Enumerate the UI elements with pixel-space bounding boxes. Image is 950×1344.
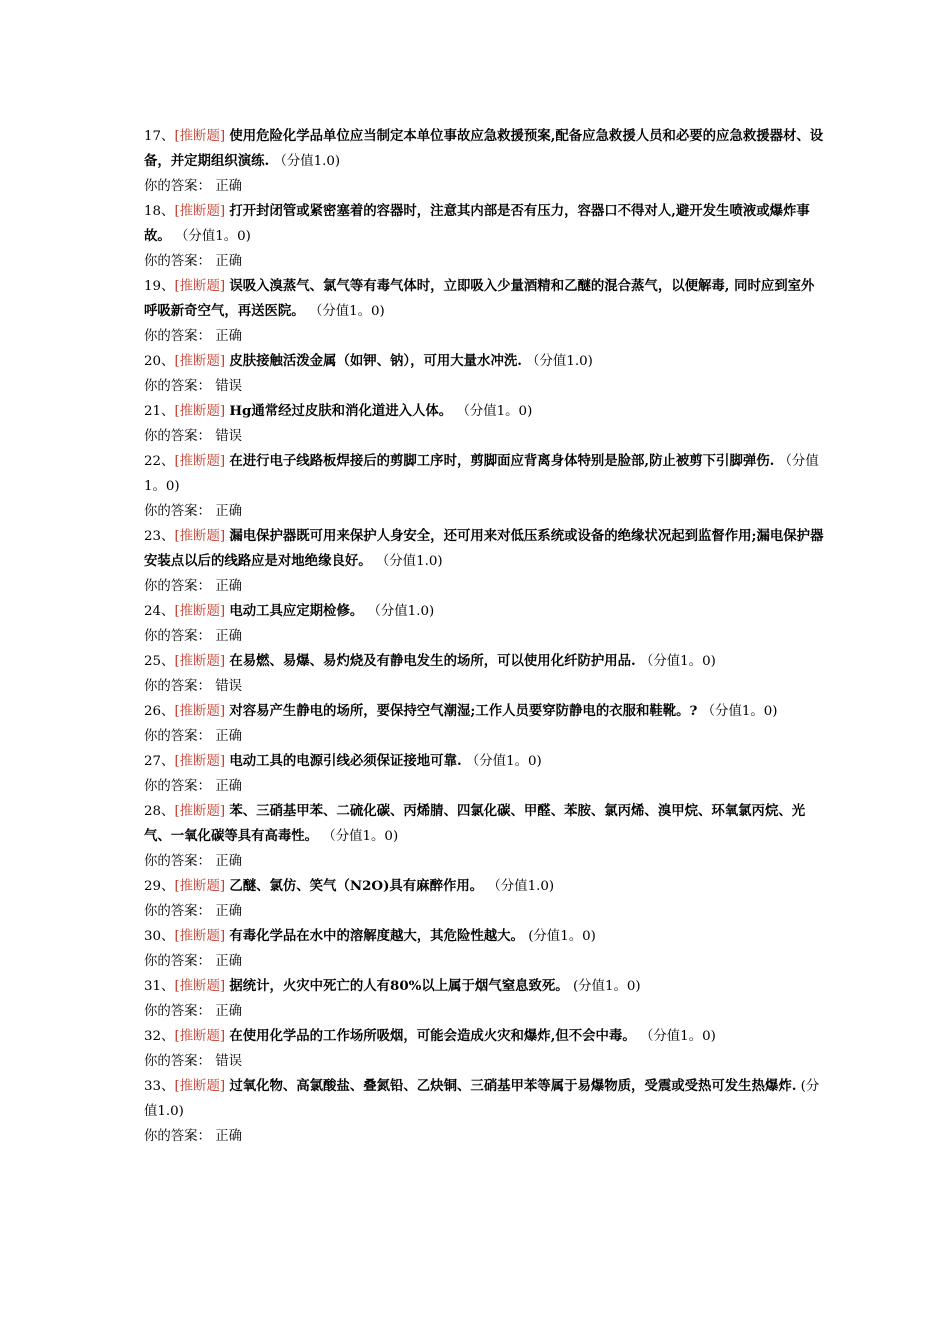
question-score: （分值1。0): [465, 754, 542, 769]
question-text: Hg通常经过皮肤和消化道进入人体。: [229, 403, 453, 419]
answer-value: 正确: [215, 629, 242, 644]
question-number: 26、: [144, 704, 175, 719]
question-item: [144, 1074, 824, 1149]
question-number: 32、: [144, 1029, 175, 1044]
question-score: （分值1。0): [701, 704, 778, 719]
question-score: （分值1.0): [487, 879, 555, 894]
question-number: 18、: [144, 204, 175, 219]
question-text: 在易燃、易爆、易灼烧及有静电发生的场所，可以使用化纤防护用品.: [229, 653, 636, 669]
question-item: [144, 274, 824, 349]
question-item: [144, 874, 824, 924]
question-type-tag: [推断题]: [174, 279, 226, 294]
answer-label: 你的答案：: [144, 1129, 211, 1144]
answer-label: 你的答案：: [144, 254, 211, 269]
answer-value: 正确: [215, 1004, 242, 1019]
answer-value: 正确: [215, 504, 242, 519]
question-text: 电动工具应定期检修。: [229, 603, 364, 619]
question-type-tag: [推断题]: [174, 404, 226, 419]
question-type-tag: [推断题]: [174, 1079, 226, 1094]
question-text: 打开封闭管或紧密塞着的容器时，注意其内部是否有压力，容器口不得对人,避开发生喷液或爆炸事故。: [144, 203, 810, 244]
answer-value: 正确: [215, 179, 242, 194]
question-type-tag: [推断题]: [174, 654, 226, 669]
question-number: 19、: [144, 279, 175, 294]
answer-value: 正确: [215, 904, 242, 919]
answer-value: 正确: [215, 729, 242, 744]
question-item: [144, 524, 824, 599]
answer-line: [144, 774, 824, 799]
answer-line: [144, 899, 824, 924]
question-item: [144, 974, 824, 1024]
answer-line: [144, 1124, 824, 1149]
answer-value: 正确: [215, 954, 242, 969]
answer-value: 正确: [215, 329, 242, 344]
question-number: 22、: [144, 454, 175, 469]
answer-label: 你的答案：: [144, 579, 211, 594]
question-text: 使用危险化学品单位应当制定本单位事故应急救援预案,配备应急救援人员和必要的应急救援器材、设备，并定期组织演练.: [144, 128, 824, 169]
answer-label: 你的答案：: [144, 179, 211, 194]
question-score: （分值1.0): [273, 154, 341, 169]
question-type-tag: [推断题]: [174, 979, 226, 994]
answer-label: 你的答案：: [144, 329, 211, 344]
answer-line: [144, 949, 824, 974]
question-item: [144, 199, 824, 274]
answer-label: 你的答案：: [144, 429, 211, 444]
question-score: （分值1。0): [639, 1029, 716, 1044]
question-text: 在使用化学品的工作场所吸烟，可能会造成火灾和爆炸,但不会中毒。: [229, 1028, 636, 1044]
question-type-tag: [推断题]: [174, 804, 226, 819]
question-text: 误吸入溴蒸气、氯气等有毒气体时，立即吸入少量酒精和乙醚的混合蒸气，以便解毒, 同时应到室外呼吸新奇空气，再送医院。: [144, 278, 815, 319]
question-text: 电动工具的电源引线必须保证接地可靠.: [229, 753, 462, 769]
answer-line: [144, 374, 824, 399]
question-number: 23、: [144, 529, 175, 544]
question-text: 漏电保护器既可用来保护人身安全，还可用来对低压系统或设备的绝缘状况起到监督作用;漏电保护器安装点以后的线路应是对地绝缘良好。: [144, 528, 824, 569]
question-text: 过氧化物、高氯酸盐、叠氮铅、乙炔铜、三硝基甲苯等属于易爆物质，受震或受热可发生热爆炸.: [229, 1078, 797, 1094]
answer-label: 你的答案：: [144, 379, 211, 394]
question-item: [144, 799, 824, 874]
answer-value: 正确: [215, 854, 242, 869]
question-number: 33、: [144, 1079, 175, 1094]
answer-line: [144, 724, 824, 749]
question-text: 对容易产生静电的场所，要保持空气潮湿;工作人员要穿防静电的衣服和鞋靴。?: [229, 703, 698, 719]
answer-line: [144, 424, 824, 449]
question-number: 30、: [144, 929, 175, 944]
answer-line: [144, 674, 824, 699]
answer-label: 你的答案：: [144, 504, 211, 519]
question-type-tag: [推断题]: [174, 929, 226, 944]
question-score: （分值1。0): [322, 829, 399, 844]
question-type-tag: [推断题]: [174, 1029, 226, 1044]
question-score: （分值1。0): [175, 229, 251, 244]
question-number: 31、: [144, 979, 175, 994]
question-score: (分值1.0): [144, 1079, 820, 1119]
question-text: 苯、三硝基甲苯、二硫化碳、丙烯腈、四氯化碳、甲醛、苯胺、氯丙烯、溴甲烷、环氧氯丙烷、光气、一氧化碳等具有高毒性。: [144, 803, 806, 844]
question-number: 17、: [144, 129, 175, 144]
question-item: [144, 699, 824, 749]
question-score: （分值1.0): [526, 354, 593, 369]
question-number: 20、: [144, 354, 175, 369]
answer-line: [144, 849, 824, 874]
question-type-tag: [推断题]: [174, 704, 226, 719]
question-score: （分值1。0): [144, 454, 819, 494]
question-number: 24、: [144, 604, 175, 619]
answer-line: [144, 249, 824, 274]
question-type-tag: [推断题]: [174, 879, 226, 894]
question-item: [144, 649, 824, 699]
answer-label: 你的答案：: [144, 779, 211, 794]
question-item: [144, 349, 824, 399]
answer-value: 正确: [215, 1129, 242, 1144]
question-text: 在进行电子线路板焊接后的剪脚工序时，剪脚面应背离身体特别是脸部,防止被剪下引脚弹伤.: [229, 453, 775, 469]
question-text: 据统计，火灾中死亡的人有80%以上属于烟气窒息致死。: [229, 978, 569, 994]
answer-label: 你的答案：: [144, 1054, 211, 1069]
question-text: 皮肤接触活泼金属（如钾、钠），可用大量水冲洗.: [229, 353, 522, 369]
question-number: 21、: [144, 404, 175, 419]
answer-label: 你的答案：: [144, 1004, 211, 1019]
question-item: [144, 124, 824, 199]
answer-label: 你的答案：: [144, 904, 211, 919]
answer-value: 正确: [215, 779, 242, 794]
answer-line: [144, 574, 824, 599]
answer-label: 你的答案：: [144, 679, 211, 694]
answer-label: 你的答案：: [144, 954, 211, 969]
question-score: (分值1。0): [572, 979, 641, 994]
answer-label: 你的答案：: [144, 729, 211, 744]
answer-value: 正确: [215, 579, 242, 594]
answer-value: 错误: [215, 379, 242, 394]
question-type-tag: [推断题]: [174, 129, 226, 144]
question-score: （分值1。0): [456, 404, 533, 419]
answer-line: [144, 324, 824, 349]
question-type-tag: [推断题]: [174, 454, 226, 469]
question-item: [144, 924, 824, 974]
answer-line: [144, 1049, 824, 1074]
answer-value: 错误: [215, 429, 242, 444]
question-type-tag: [推断题]: [174, 529, 226, 544]
answer-line: [144, 499, 824, 524]
question-number: 28、: [144, 804, 175, 819]
question-score: （分值1。0): [308, 304, 385, 319]
answer-line: [144, 999, 824, 1024]
answer-value: 错误: [215, 1054, 242, 1069]
question-item: [144, 449, 824, 524]
question-item: [144, 599, 824, 649]
answer-line: [144, 174, 824, 199]
answer-label: 你的答案：: [144, 854, 211, 869]
answer-value: 错误: [215, 679, 242, 694]
question-type-tag: [推断题]: [174, 204, 226, 219]
question-type-tag: [推断题]: [174, 754, 226, 769]
question-item: [144, 749, 824, 799]
answer-label: 你的答案：: [144, 629, 211, 644]
question-number: 27、: [144, 754, 175, 769]
answer-line: [144, 624, 824, 649]
question-text: 乙醚、氯仿、笑气（N2O)具有麻醉作用。: [229, 878, 484, 894]
question-type-tag: [推断题]: [174, 604, 226, 619]
question-item: [144, 1024, 824, 1074]
question-number: 25、: [144, 654, 175, 669]
question-score: （分值1.0): [375, 554, 443, 569]
question-item: [144, 399, 824, 449]
question-score: （分值1.0): [367, 604, 435, 619]
question-number: 29、: [144, 879, 175, 894]
question-list: [144, 124, 824, 1149]
answer-value: 正确: [215, 254, 242, 269]
question-score: (分值1。0): [528, 929, 596, 944]
question-score: （分值1。0): [639, 654, 716, 669]
question-text: 有毒化学品在水中的溶解度越大，其危险性越大。: [229, 928, 524, 944]
question-type-tag: [推断题]: [174, 354, 226, 369]
